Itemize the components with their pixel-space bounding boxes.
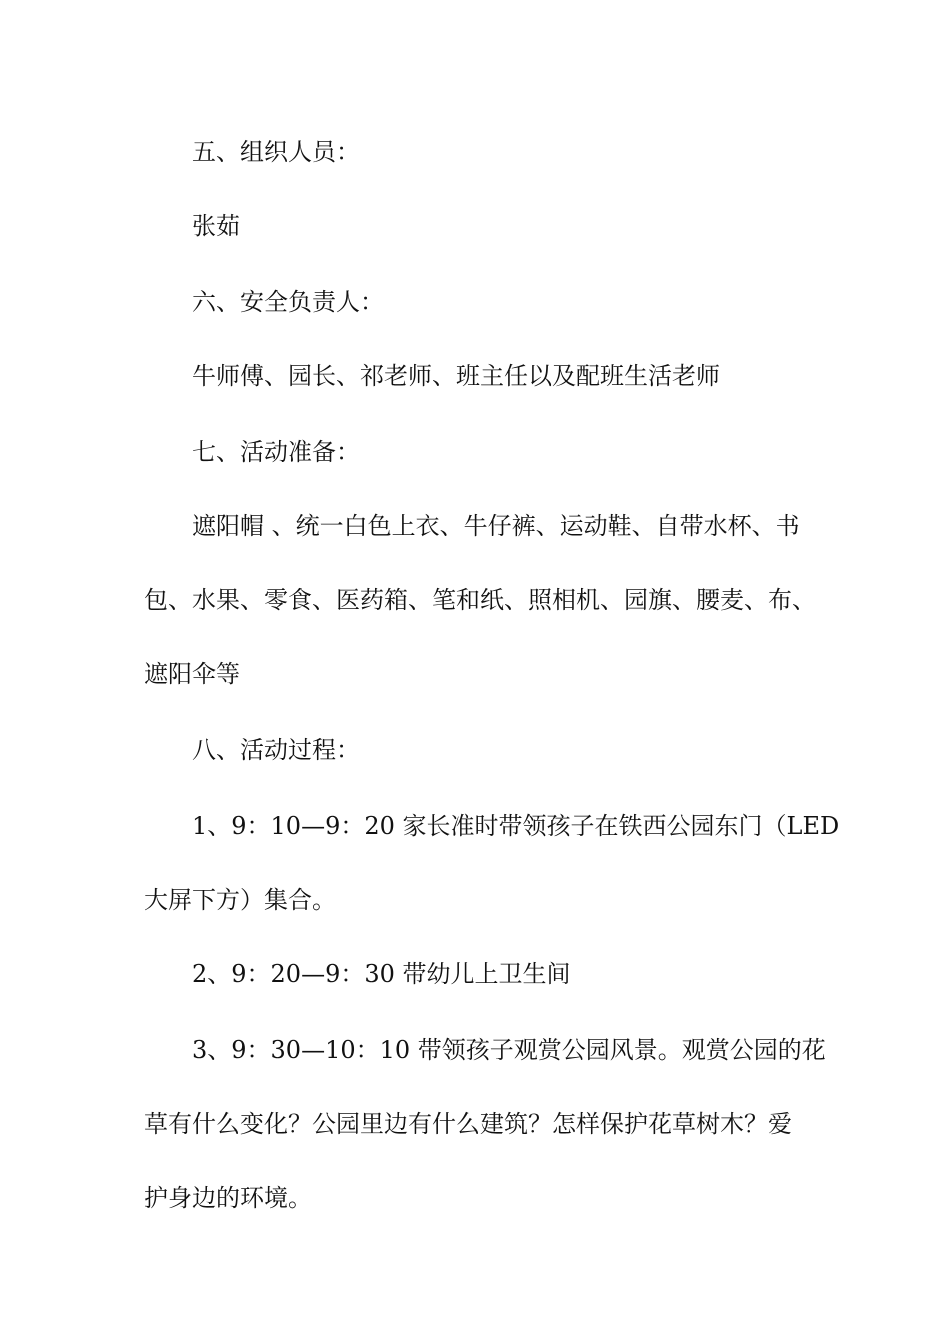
section-heading-safety: 六、安全负责人： — [192, 288, 384, 316]
process-step-3-line-1: 3、9：30—10：10 带领孩子观赏公园风景。观赏公园的花 — [192, 1036, 826, 1064]
section-heading-preparation: 七、活动准备： — [192, 438, 360, 466]
preparation-text-line-3: 遮阳伞等 — [144, 660, 240, 688]
process-step-3-line-3: 护身边的环境。 — [144, 1184, 312, 1212]
section-heading-organizers: 五、组织人员： — [192, 138, 360, 166]
process-step-1-line-1: 1、9：10—9：20 家长准时带领孩子在铁西公园东门（LED — [192, 812, 840, 840]
section-heading-process: 八、活动过程： — [192, 736, 360, 764]
process-step-2: 2、9：20—9：30 带幼儿上卫生间 — [192, 960, 571, 988]
preparation-text-line-2: 包、水果、零食、医药箱、笔和纸、照相机、园旗、腰麦、布、 — [144, 586, 816, 614]
process-step-1-line-2: 大屏下方）集合。 — [144, 886, 336, 914]
process-step-3-line-2: 草有什么变化？公园里边有什么建筑？怎样保护花草树木？爱 — [144, 1110, 792, 1138]
preparation-text-line-1: 遮阳帽 、统一白色上衣、牛仔裤、运动鞋、自带水杯、书 — [192, 512, 800, 540]
safety-persons: 牛师傅、园长、祁老师、班主任以及配班生活老师 — [192, 362, 720, 390]
organizer-name: 张茹 — [192, 212, 240, 240]
